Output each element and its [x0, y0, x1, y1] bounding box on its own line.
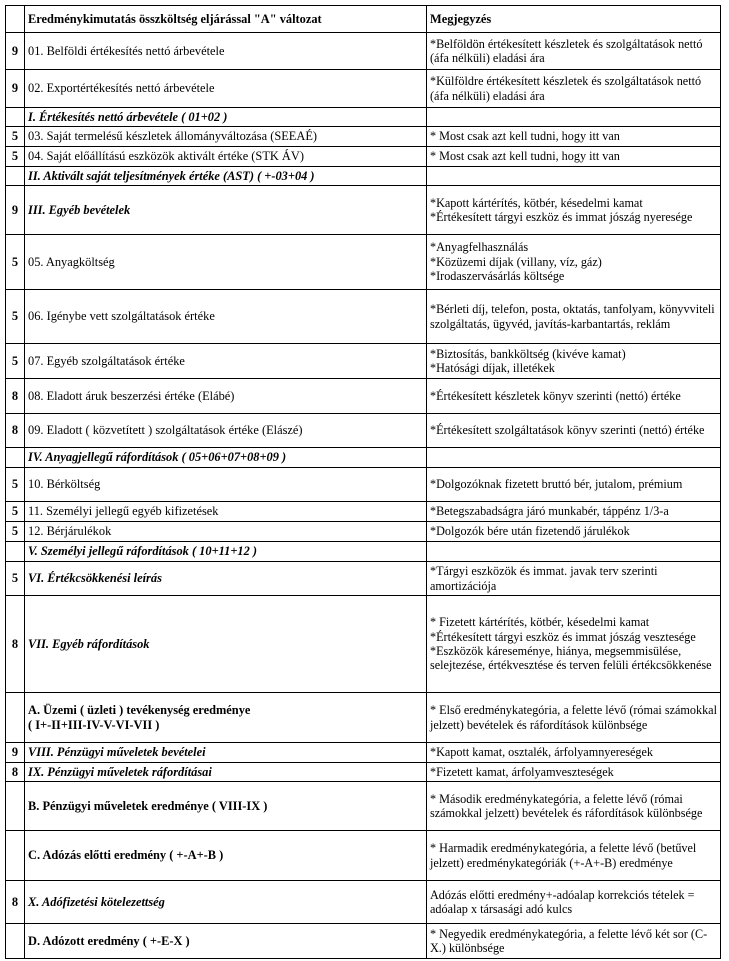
row-note [427, 542, 721, 562]
row-weight [6, 831, 25, 881]
row-note: * Most csak azt kell tudni, hogy itt van [427, 147, 721, 167]
result-row [6, 924, 721, 959]
table-row [6, 186, 721, 235]
row-label: I. Értékesítés nettó árbevétele ( 01+02 ) [25, 108, 427, 127]
row-weight: 8 [6, 379, 25, 414]
income-statement-table [5, 5, 721, 959]
row-weight: 8 [6, 596, 25, 693]
table-row [6, 33, 721, 70]
row-weight: 5 [6, 147, 25, 167]
row-label: 09. Eladott ( közvetített ) szolgáltatások értéke (Elászé) [25, 414, 427, 448]
row-note: * Második eredménykategória, a felette lévő (római számokkal jelzett) bevételek és ráfordítások különbsége [427, 782, 721, 831]
row-note: *Biztosítás, bankköltség (kivéve kamat) *Hatósági díjak, illetékek [427, 344, 721, 379]
row-label: A. Üzemi ( üzleti ) tevékenység eredménye ( I+-II+III-IV-V-VI-VII ) [25, 693, 427, 743]
table-row [6, 502, 721, 522]
row-note: *Kapott kamat, osztalék, árfolyamnyereségek [427, 743, 721, 763]
table-row [6, 127, 721, 147]
row-weight: 9 [6, 70, 25, 108]
row-label: 07. Egyéb szolgáltatások értéke [25, 344, 427, 379]
row-weight: 9 [6, 186, 25, 235]
subtotal-row [6, 542, 721, 562]
table-row [6, 379, 721, 414]
row-note: *Fizetett kamat, árfolyamveszteségek [427, 763, 721, 782]
row-note: *Értékesített szolgáltatások könyv szerinti (nettó) értéke [427, 414, 721, 448]
row-weight: 5 [6, 290, 25, 344]
row-label: 10. Bérköltség [25, 468, 427, 502]
table-row [6, 596, 721, 693]
row-label: IV. Anyagjellegű ráfordítások ( 05+06+07+08+09 ) [25, 448, 427, 468]
row-label: 03. Saját termelésű készletek állományváltozása (SEEAÉ) [25, 127, 427, 147]
row-weight [6, 782, 25, 831]
row-weight: 5 [6, 562, 25, 596]
row-note: * Fizetett kártérítés, kötbér, késedelmi kamat *Értékesített tárgyi eszköz és immat jószág vesztesége *Eszközök káreseménye, hiánya, megsemmisülése, selejtezése, értékvesztése és terven felüli értékcsökkenése [427, 596, 721, 693]
row-label: 12. Bérjárulékok [25, 522, 427, 542]
row-label: V. Személyi jellegű ráfordítások ( 10+11+12 ) [25, 542, 427, 562]
table-row [6, 290, 721, 344]
row-label: 06. Igénybe vett szolgáltatások értéke [25, 290, 427, 344]
row-label: 02. Exportértékesítés nettó árbevétele [25, 70, 427, 108]
row-label: III. Egyéb bevételek [25, 186, 427, 235]
row-note: *Dolgozók bére után fizetendő járulékok [427, 522, 721, 542]
table-row [6, 414, 721, 448]
row-note: *Betegszabadságra járó munkabér, táppénz 1/3-a [427, 502, 721, 522]
row-note: *Bérleti díj, telefon, posta, oktatás, tanfolyam, könyvviteli szolgáltatás, ügyvéd, javítás-karbantartás, reklám [427, 290, 721, 344]
row-label: VIII. Pénzügyi műveletek bevételei [25, 743, 427, 763]
row-label: C. Adózás előtti eredmény ( +-A+-B ) [25, 831, 427, 881]
row-weight: 8 [6, 881, 25, 924]
row-label: B. Pénzügyi műveletek eredménye ( VIII-IX ) [25, 782, 427, 831]
row-weight [6, 693, 25, 743]
row-weight: 8 [6, 763, 25, 782]
row-label: VI. Értékcsökkenési leírás [25, 562, 427, 596]
row-weight [6, 924, 25, 959]
row-note [427, 448, 721, 468]
header-title: Eredménykimutatás összköltség eljárással "A" változat [25, 6, 427, 33]
row-note: * Negyedik eredménykategória, a felette lévő két sor (C-X.) különbsége [427, 924, 721, 959]
row-weight: 5 [6, 235, 25, 290]
subtotal-row [6, 167, 721, 186]
table-row [6, 562, 721, 596]
row-weight: 5 [6, 468, 25, 502]
row-weight: 8 [6, 414, 25, 448]
row-label: II. Aktivált saját teljesítmények értéke (AST) ( +-03+04 ) [25, 167, 427, 186]
row-label: 04. Saját előállítású eszközök aktivált értéke (STK ÁV) [25, 147, 427, 167]
header-row [6, 6, 721, 33]
row-label: 01. Belföldi értékesítés nettó árbevétele [25, 33, 427, 70]
subtotal-row [6, 108, 721, 127]
table-row [6, 468, 721, 502]
table-row [6, 881, 721, 924]
row-note: * Első eredménykategória, a felette lévő (római számokkal jelzett) bevételek és ráfordítások különbsége [427, 693, 721, 743]
row-label: 05. Anyagköltség [25, 235, 427, 290]
row-weight: 9 [6, 33, 25, 70]
row-note [427, 108, 721, 127]
row-weight: 9 [6, 743, 25, 763]
table-row [6, 344, 721, 379]
row-note: *Kapott kártérítés, kötbér, késedelmi kamat *Értékesített tárgyi eszköz és immat jószág nyeresége [427, 186, 721, 235]
table-row [6, 70, 721, 108]
row-note: *Értékesített készletek könyv szerinti (nettó) értéke [427, 379, 721, 414]
header-note: Megjegyzés [427, 6, 721, 33]
row-note: *Külföldre értékesített készletek és szolgáltatások nettó (áfa nélküli) eladási ára [427, 70, 721, 108]
row-note: Adózás előtti eredmény+-adóalap korrekciós tételek = adóalap x társasági adó kulcs [427, 881, 721, 924]
result-row [6, 831, 721, 881]
row-weight [6, 167, 25, 186]
row-note: *Belföldön értékesített készletek és szolgáltatások nettó (áfa nélküli) eladási ára [427, 33, 721, 70]
row-weight: 5 [6, 502, 25, 522]
row-label: 11. Személyi jellegű egyéb kifizetések [25, 502, 427, 522]
result-row [6, 782, 721, 831]
row-note: *Anyagfelhasználás *Közüzemi díjak (villany, víz, gáz) *Irodaszervásárlás költsége [427, 235, 721, 290]
header-num-cell [6, 6, 25, 33]
row-note: *Dolgozóknak fizetett bruttó bér, jutalom, prémium [427, 468, 721, 502]
subtotal-row [6, 448, 721, 468]
row-weight: 5 [6, 127, 25, 147]
row-note [427, 167, 721, 186]
row-note: * Most csak azt kell tudni, hogy itt van [427, 127, 721, 147]
table-row [6, 743, 721, 763]
table-row [6, 763, 721, 782]
row-weight: 5 [6, 522, 25, 542]
row-weight [6, 108, 25, 127]
row-label: 08. Eladott áruk beszerzési értéke (Elábé) [25, 379, 427, 414]
row-weight [6, 542, 25, 562]
table-row [6, 235, 721, 290]
row-note: *Tárgyi eszközök és immat. javak terv szerinti amortizációja [427, 562, 721, 596]
row-note: * Harmadik eredménykategória, a felette lévő (betűvel jelzett) eredménykategóriák (+-A+-B) eredménye [427, 831, 721, 881]
row-weight [6, 448, 25, 468]
row-label: X. Adófizetési kötelezettség [25, 881, 427, 924]
row-label: D. Adózott eredmény ( +-E-X ) [25, 924, 427, 959]
table-row [6, 522, 721, 542]
result-row [6, 693, 721, 743]
row-label: IX. Pénzügyi műveletek ráfordításai [25, 763, 427, 782]
row-label: VII. Egyéb ráfordítások [25, 596, 427, 693]
row-weight: 5 [6, 344, 25, 379]
table-row [6, 147, 721, 167]
